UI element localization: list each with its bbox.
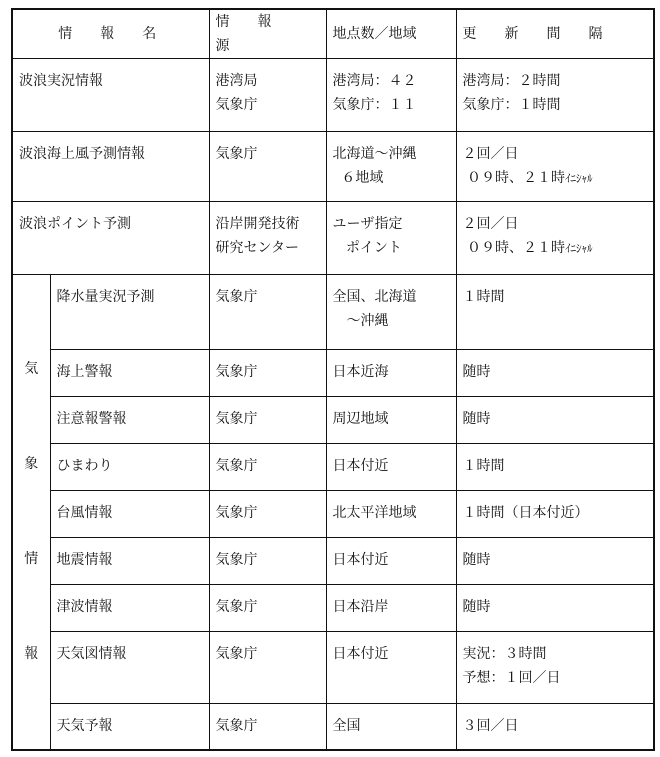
info-source: 気象庁: [209, 350, 326, 397]
info-interval: 随時: [456, 350, 654, 397]
info-area: 日本付近: [326, 632, 456, 704]
info-interval: 随時: [456, 397, 654, 444]
info-name: 天気予報: [50, 704, 209, 750]
info-area: 北海道～沖縄 ６地域: [326, 132, 456, 202]
table-row: [12, 585, 654, 632]
info-name: 地震情報: [50, 538, 209, 585]
table-row: [12, 538, 654, 585]
header-row: [12, 9, 654, 59]
info-source: 港湾局 気象庁: [209, 59, 326, 132]
info-name: 天気図情報: [50, 632, 209, 704]
info-area: 日本近海: [326, 350, 456, 397]
info-area: 港湾局：４２ 気象庁：１１: [326, 59, 456, 132]
info-name: 津波情報: [50, 585, 209, 632]
info-name: 波浪実況情報: [12, 59, 209, 132]
info-interval: ２回／日 ０９時、２１時ｲﾆｼｬﾙ: [456, 202, 654, 275]
info-interval: １時間: [456, 444, 654, 491]
info-name: 注意報警報: [50, 397, 209, 444]
table-row: [12, 397, 654, 444]
header-update-interval: 更 新 間 隔: [456, 9, 654, 59]
table-row: [12, 275, 654, 350]
info-area: 日本沿岸: [326, 585, 456, 632]
table-row: [12, 491, 654, 538]
info-source: 気象庁: [209, 585, 326, 632]
info-source: 気象庁: [209, 444, 326, 491]
info-area: 周辺地域: [326, 397, 456, 444]
info-name: 降水量実況予測: [50, 275, 209, 350]
info-interval: 随時: [456, 538, 654, 585]
info-name: ひまわり: [50, 444, 209, 491]
weather-group-label: 気 象 情 報: [12, 275, 50, 750]
info-interval: 随時: [456, 585, 654, 632]
info-interval: ２回／日 ０９時、２１時ｲﾆｼｬﾙ: [456, 132, 654, 202]
info-source: 気象庁: [209, 275, 326, 350]
table-row: [12, 132, 654, 202]
table-row: [12, 59, 654, 132]
info-source: 気象庁: [209, 538, 326, 585]
info-interval: １時間（日本付近）: [456, 491, 654, 538]
table-row: [12, 350, 654, 397]
info-area: 日本付近: [326, 444, 456, 491]
info-source: 気象庁: [209, 397, 326, 444]
info-name: 海上警報: [50, 350, 209, 397]
info-interval: 実況：３時間 予想：１回／日: [456, 632, 654, 704]
info-table: [11, 8, 655, 751]
info-area: 北太平洋地域: [326, 491, 456, 538]
table-row: [12, 444, 654, 491]
info-name: 波浪海上風予測情報: [12, 132, 209, 202]
info-area: ユーザ指定 ポイント: [326, 202, 456, 275]
table-row: [12, 632, 654, 704]
info-source: 沿岸開発技術 研究センター: [209, 202, 326, 275]
info-name: 波浪ポイント予測: [12, 202, 209, 275]
info-source: 気象庁: [209, 704, 326, 750]
info-source: 気象庁: [209, 491, 326, 538]
header-area: 地点数／地域: [326, 9, 456, 59]
info-source: 気象庁: [209, 132, 326, 202]
info-name: 台風情報: [50, 491, 209, 538]
table-row: [12, 202, 654, 275]
info-area: 全国: [326, 704, 456, 750]
info-interval: 港湾局：２時間 気象庁：１時間: [456, 59, 654, 132]
header-info-name: 情 報 名: [12, 9, 209, 59]
info-interval: １時間: [456, 275, 654, 350]
info-area: 日本付近: [326, 538, 456, 585]
table-row: [12, 704, 654, 750]
info-area: 全国、北海道 ～沖縄: [326, 275, 456, 350]
info-interval: ３回／日: [456, 704, 654, 750]
header-info-source: 情 報 源: [209, 9, 326, 59]
info-source: 気象庁: [209, 632, 326, 704]
